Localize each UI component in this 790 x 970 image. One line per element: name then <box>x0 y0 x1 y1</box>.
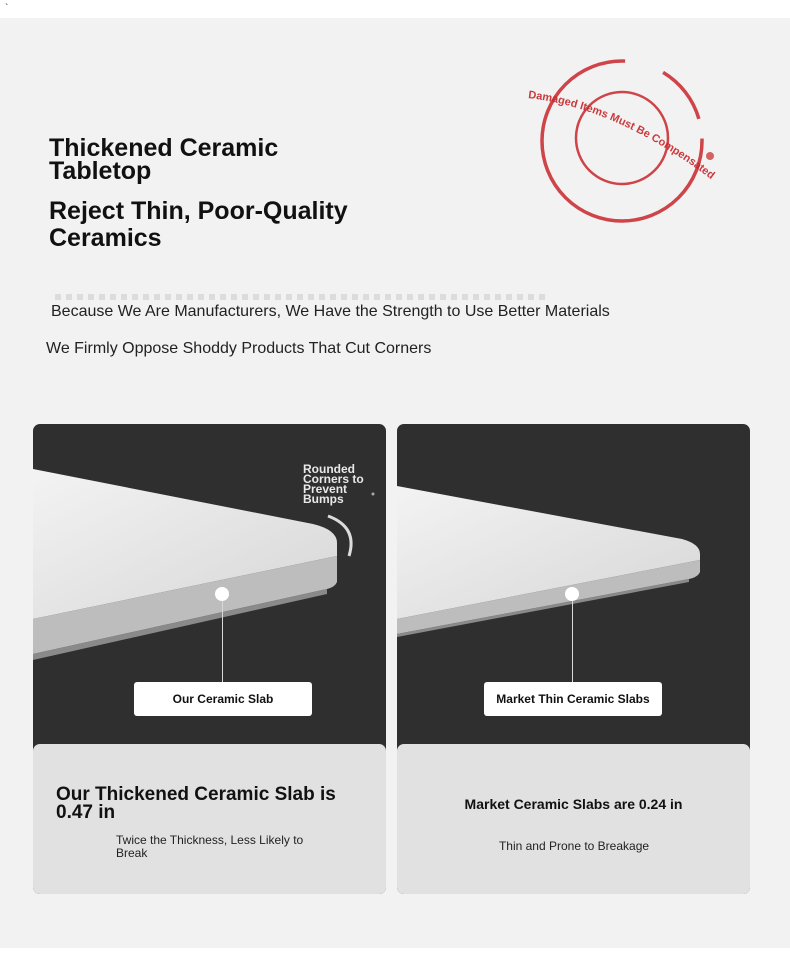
our-slab-thickness-title: Our Thickened Ceramic Slab is 0.47 in <box>56 784 336 823</box>
our-slab-card <box>33 424 386 894</box>
headline-thickened-tabletop: Thickened Ceramic Tabletop <box>49 134 279 185</box>
corner-mark: ` <box>5 3 9 14</box>
market-slab-info-panel <box>397 744 750 894</box>
headline-reject-thin: Reject Thin, Poor-Quality Ceramics <box>49 197 348 252</box>
slab-marker-dot <box>215 587 229 601</box>
our-slab-description: Twice the Thickness, Less Likely to Break <box>116 833 304 860</box>
market-slab-description: Thin and Prone to Breakage <box>498 839 650 853</box>
market-slab-card <box>397 424 750 894</box>
market-slab-label: Market Thin Ceramic Slabs <box>484 682 662 716</box>
stamp-text: Damaged Items Must Be Compensated <box>527 89 717 182</box>
intro-line-2: We Firmly Oppose Shoddy Products That Cut Corners <box>46 340 432 357</box>
bottom-strip <box>0 948 790 970</box>
market-slab-thickness-title: Market Ceramic Slabs are 0.24 in <box>464 796 683 812</box>
our-slab-info-panel <box>33 744 386 894</box>
slab-marker-dot <box>565 587 579 601</box>
svg-text:Damaged Items Must Be Compensa <box>528 89 717 182</box>
our-slab-label: Our Ceramic Slab <box>134 682 312 716</box>
intro-line-1: Because We Are Manufacturers, We Have the Strength to Use Better Materials <box>51 303 610 320</box>
compensation-stamp <box>520 46 735 226</box>
leader-line <box>572 601 573 682</box>
rounded-corners-callout: Rounded Corners to Prevent Bumps <box>303 462 364 506</box>
leader-line <box>222 601 223 682</box>
faded-text-smudge <box>55 294 550 300</box>
